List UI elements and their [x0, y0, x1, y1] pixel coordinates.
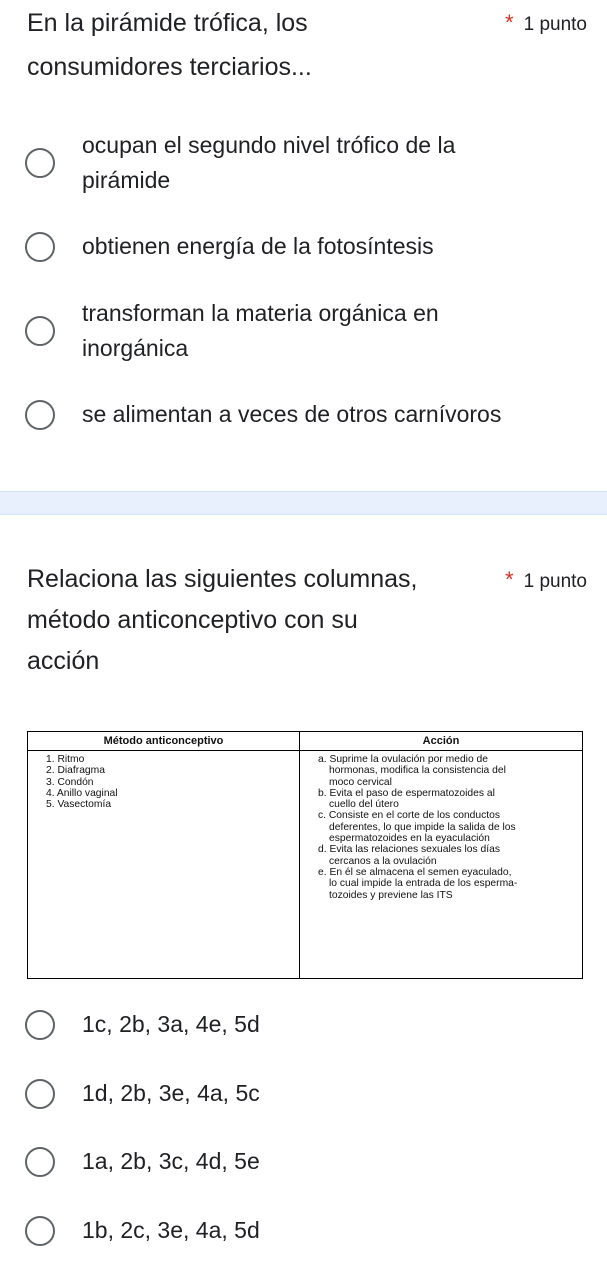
action-text: c. Consiste en el corte de los conductos: [318, 810, 501, 822]
option-label-line-2: inorgánica: [82, 335, 189, 361]
action-item-c: [318, 810, 574, 844]
option-label: 1b, 2c, 3e, 4a, 5d: [82, 1217, 260, 1243]
action-text: deferentes, lo que impide la salida de los: [329, 821, 516, 833]
section-divider: [0, 491, 607, 515]
action-text: espermatozoides en la eyaculación: [329, 833, 490, 845]
radio-button[interactable]: [25, 232, 55, 262]
radio-button[interactable]: [25, 1010, 55, 1040]
required-asterisk: *: [505, 567, 514, 592]
option-label: se alimentan a veces de otros carnívoros: [82, 401, 502, 427]
action-text: e. En él se almacena el semen eyaculado,: [318, 866, 512, 878]
method-item: 4. Anillo vaginal: [46, 787, 118, 799]
action-text: hormonas, modifica la consistencia del: [329, 765, 506, 777]
action-text: moco cervical: [329, 776, 392, 788]
question-1-card: [0, 0, 607, 491]
option-label: [82, 128, 455, 198]
radio-button[interactable]: [25, 1216, 55, 1246]
table-methods-column: [28, 751, 300, 978]
question-2-title-line-2: método anticonceptivo con su: [27, 606, 358, 634]
table-header-action: Acción: [300, 732, 582, 751]
action-text: lo cual impide la entrada de los esperma-: [329, 878, 518, 890]
methods-table-image: [27, 731, 583, 979]
action-text: a. Suprime la ovulación por medio de: [318, 754, 488, 765]
action-item-d: [318, 844, 574, 867]
action-text: cuello del útero: [329, 799, 399, 811]
method-item: 1. Ritmo: [46, 754, 85, 765]
option-label-line-1: ocupan el segundo nivel trófico de la: [82, 132, 456, 158]
points-label: 1 punto: [523, 571, 587, 592]
method-item: 2. Diafragma: [46, 765, 105, 777]
question-2-option-2[interactable]: [25, 1076, 585, 1111]
question-2-title-line-3: acción: [27, 647, 100, 675]
action-text: d. Evita las relaciones sexuales los días: [318, 844, 501, 856]
question-1-title-line-2: consumidores terciarios...: [27, 53, 312, 81]
question-2-option-4[interactable]: [25, 1213, 585, 1248]
question-1-option-1[interactable]: [25, 128, 585, 198]
radio-button[interactable]: [25, 1079, 55, 1109]
table-actions-column: [300, 751, 582, 978]
required-asterisk: *: [505, 10, 514, 35]
radio-button[interactable]: [25, 1147, 55, 1177]
question-1-points: [505, 10, 587, 36]
option-label: [82, 296, 439, 366]
radio-button[interactable]: [25, 400, 55, 430]
table-header-method: Método anticonceptivo: [28, 732, 300, 751]
option-label-line-1: transforman la materia orgánica en: [82, 300, 439, 326]
points-label: 1 punto: [523, 14, 587, 35]
option-label: obtienen energía de la fotosíntesis: [82, 233, 434, 259]
action-text: tozoides y previene las ITS: [329, 889, 453, 901]
question-2-option-1[interactable]: [25, 1007, 585, 1042]
action-text: cercanos a la ovulación: [329, 855, 437, 867]
option-label-line-2: pirámide: [82, 167, 171, 193]
question-2-points: [505, 567, 587, 593]
question-2-title-line-1: Relaciona las siguientes columnas,: [27, 565, 418, 593]
question-1-option-4[interactable]: [25, 397, 585, 432]
option-label: 1c, 2b, 3a, 4e, 5d: [82, 1011, 260, 1037]
method-item: 3. Condón: [46, 776, 94, 788]
action-item-a: [318, 754, 574, 788]
option-label: 1a, 2b, 3c, 4d, 5e: [82, 1148, 260, 1174]
radio-button[interactable]: [25, 148, 55, 178]
question-1-title-line-1: En la pirámide trófica, los: [27, 9, 308, 37]
question-2-option-3[interactable]: [25, 1144, 585, 1179]
action-item-b: [318, 788, 574, 811]
action-item-e: [318, 867, 574, 901]
question-1-option-2[interactable]: [25, 229, 585, 264]
radio-button[interactable]: [25, 316, 55, 346]
method-item: 5. Vasectomía: [46, 799, 112, 811]
option-label: 1d, 2b, 3e, 4a, 5c: [82, 1080, 260, 1106]
question-1-title: [27, 3, 312, 88]
action-text: b. Evita el paso de espermatozoides al: [318, 787, 495, 799]
question-2-title: [27, 559, 418, 682]
question-1-option-3[interactable]: [25, 296, 585, 366]
